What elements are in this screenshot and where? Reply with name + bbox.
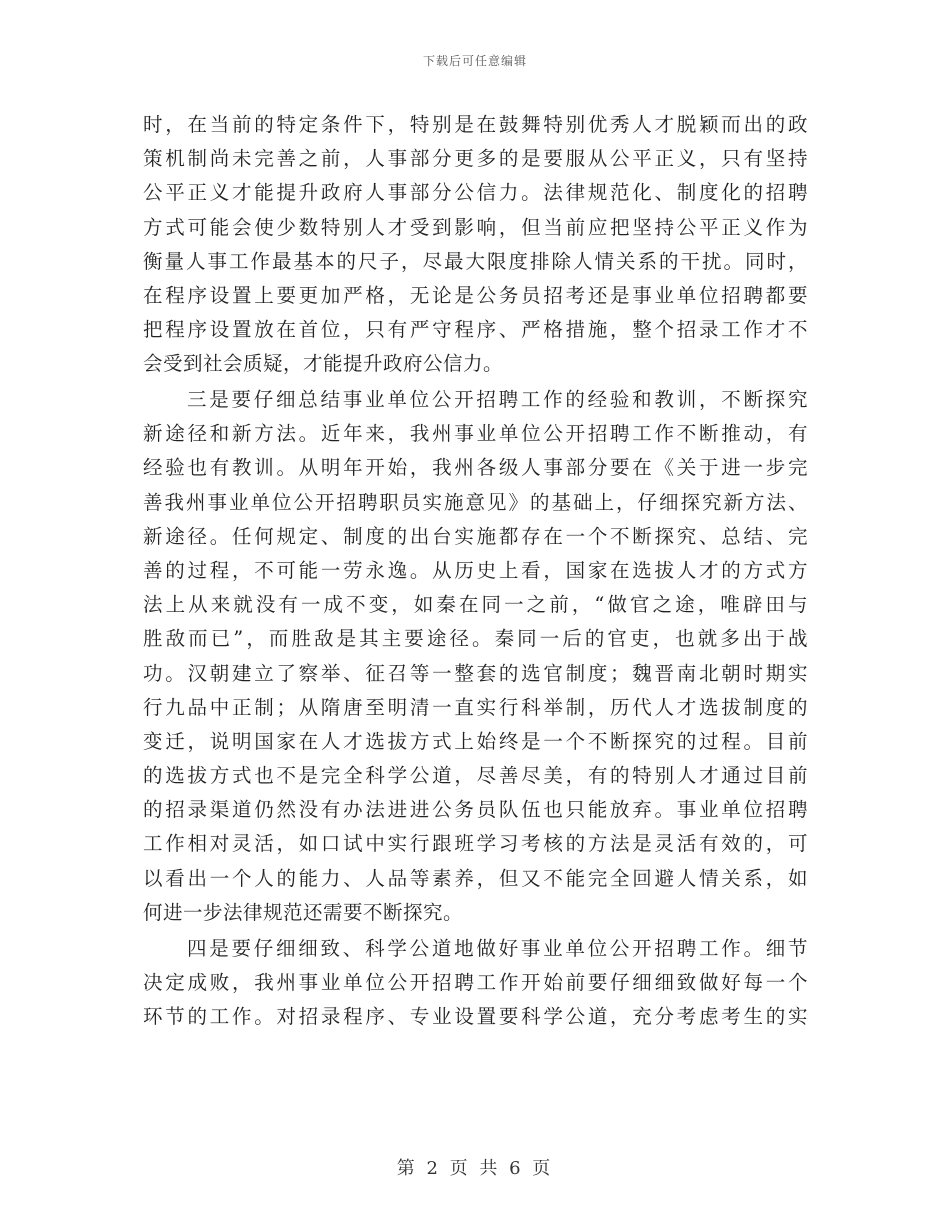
body-text — [143, 108, 808, 1034]
paragraph — [143, 932, 808, 1035]
text-line: 在程序设置上要更加严格，无论是公务员招考还是事业单位招聘都要 — [143, 283, 808, 307]
text-line: 策机制尚未完善之前，人事部分更多的是要服从公平正义，只有坚持 — [143, 147, 808, 171]
text-line: 把程序设置放在首位，只有严守程序、严格措施，整个招录工作才不 — [143, 318, 808, 342]
paragraph — [143, 108, 808, 382]
text-line: 公平正义才能提升政府人事部分公信力。法律规范化、制度化的招聘 — [143, 181, 808, 205]
text-line: 会受到社会质疑，才能提升政府公信力。 — [143, 352, 504, 376]
text-line: 三是要仔细总结事业单位公开招聘工作的经验和教训，不断探究 — [187, 388, 808, 411]
text-line: 法上从来就没有一成不变，如秦在同一之前，“做官之途，唯辟田与 — [143, 593, 808, 617]
text-line: 善我州事业单位公开招聘职员实施意见》的基础上，仔细探究新方法、 — [143, 490, 808, 514]
text-line: 工作相对灵活，如口试中实行跟班学习考核的方法是灵活有效的，可 — [143, 832, 808, 856]
text-line: 善的过程，不可能一劳永逸。从历史上看，国家在选拔人才的方式方 — [143, 558, 808, 582]
text-line: 经验也有教训。从明年开始，我州各级人事部分要在《关于进一步完 — [143, 456, 808, 480]
text-line: 时，在当前的特定条件下，特别是在鼓舞特别优秀人才脱颖而出的政 — [143, 113, 808, 136]
text-line: 决定成败，我州事业单位公开招聘工作开始前要仔细细致做好每一个 — [143, 970, 808, 994]
paragraph — [143, 383, 808, 930]
text-line: 变迁，说明国家在人才选拔方式上始终是一个不断探究的过程。目前 — [143, 729, 808, 753]
text-line: 的选拔方式也不是完全科学公道，尽善尽美，有的特别人才通过目前 — [143, 764, 808, 788]
text-line: 的招录渠道仍然没有办法进进公务员队伍也只能放弃。事业单位招聘 — [143, 798, 808, 822]
text-line: 胜敌而已”，而胜敌是其主要途径。秦同一后的官吏，也就多出于战 — [143, 627, 808, 651]
text-line: 方式可能会使少数特别人才受到影响，但当前应把坚持公平正义作为 — [143, 215, 808, 239]
text-line: 新途径和新方法。近年来，我州事业单位公开招聘工作不断推动，有 — [143, 422, 808, 446]
text-line: 新途径。任何规定、制度的出台实施都存在一个不断探究、总结、完 — [143, 524, 808, 548]
text-line: 以看出一个人的能力、人品等素养，但又不能完全回避人情关系，如 — [143, 866, 808, 890]
text-line: 衡量人事工作最基本的尺子，尽最大限度排除人情关系的干扰。同时， — [143, 249, 808, 273]
page-header: 下载后可任意编辑 — [422, 54, 527, 68]
text-line: 四是要仔细细致、科学公道地做好事业单位公开招聘工作。细节 — [187, 936, 808, 960]
text-line: 行九品中正制；从隋唐至明清一直实行科举制，历代人才选拔制度的 — [143, 695, 808, 719]
text-line: 何进一步法律规范还需要不断探究。 — [143, 900, 464, 924]
page-footer: 第 2 页 共 6 页 — [396, 1158, 554, 1179]
text-line: 环节的工作。对招录程序、专业设置要科学公道，充分考虑考生的实 — [143, 1004, 808, 1028]
text-line: 功。汉朝建立了察举、征召等一整套的选官制度；魏晋南北朝时期实 — [143, 661, 808, 685]
